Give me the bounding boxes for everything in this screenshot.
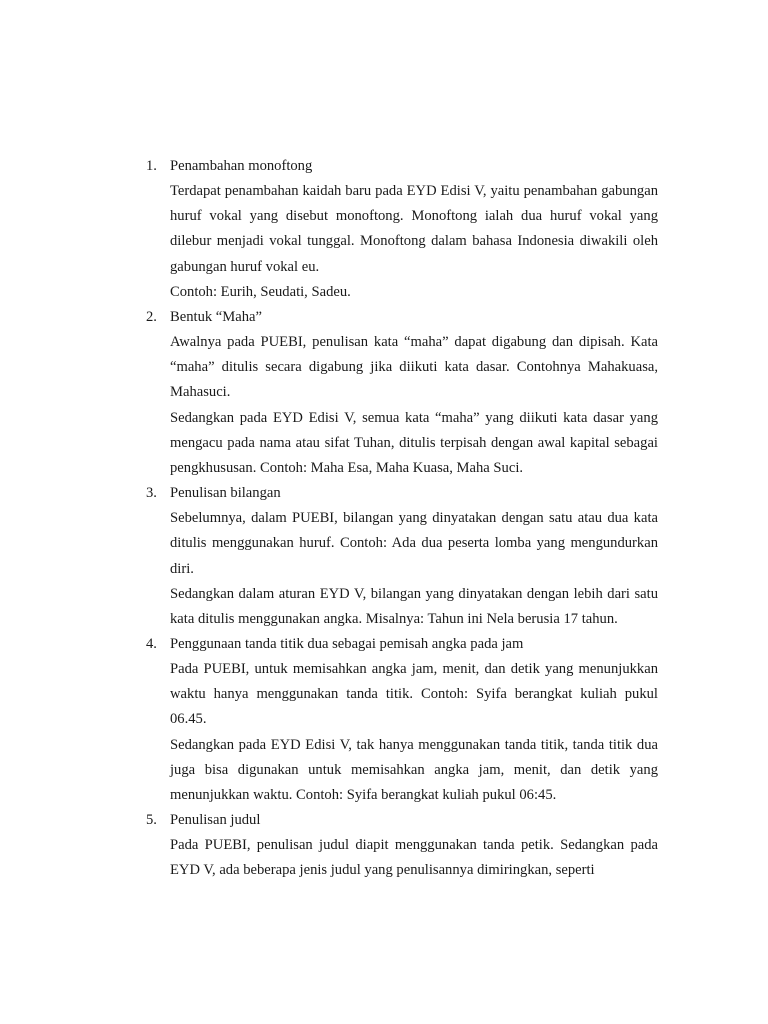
item-paragraph: Terdapat penambahan kaidah baru pada EYD Edisi V, yaitu penambahan gabungan huruf vokal yang disebut monoftong. Monoftong ialah dua huruf vokal yang dilebur menjadi vokal tunggal. Monoftong dalam bahasa Indonesia diwakili oleh gabungan huruf vokal eu. xyxy=(170,183,658,275)
list-number: 5. xyxy=(146,812,157,829)
list-item-judul xyxy=(146,808,658,883)
item-paragraph: Awalnya pada PUEBI, penulisan kata “maha” dapat digabung dan dipisah. Kata “maha” ditulis secara digabung jika diikuti kata dasar. Contohnya Mahakuasa, Mahasuci. xyxy=(170,334,658,401)
item-paragraph: Pada PUEBI, penulisan judul diapit menggunakan tanda petik. Sedangkan pada EYD V, ada beberapa jenis judul yang penulisannya dimiringkan, seperti xyxy=(170,837,658,879)
item-heading: Penambahan monoftong xyxy=(170,158,313,174)
list-item-titik-dua xyxy=(146,632,658,808)
item-heading: Penulisan judul xyxy=(170,812,261,829)
list-number: 3. xyxy=(146,485,157,502)
list-item-maha xyxy=(146,305,658,481)
list-number: 1. xyxy=(146,158,157,174)
list-number: 2. xyxy=(146,308,157,325)
item-heading: Penulisan bilangan xyxy=(170,485,281,502)
list-item-monoftong xyxy=(146,154,658,305)
list-item-bilangan xyxy=(146,481,658,632)
item-example: Contoh: Eurih, Seudati, Sadeu. xyxy=(170,283,351,300)
item-paragraph: Sedangkan dalam aturan EYD V, bilangan yang dinyatakan dengan lebih dari satu kata ditulis menggunakan angka. Misalnya: Tahun ini Nela berusia 17 tahun. xyxy=(170,585,658,627)
item-heading: Penggunaan tanda titik dua sebagai pemisah angka pada jam xyxy=(170,635,524,652)
item-paragraph: Sedangkan pada EYD Edisi V, semua kata “maha” yang diikuti kata dasar yang mengacu pada nama atau sifat Tuhan, ditulis terpisah dengan awal kapital sebagai pengkhususan. Contoh: Maha Esa, Maha Kuasa, Maha Suci. xyxy=(170,409,658,476)
list-number: 4. xyxy=(146,635,157,652)
item-paragraph: Pada PUEBI, untuk memisahkan angka jam, menit, dan detik yang menunjukkan waktu hanya menggunakan tanda titik. Contoh: Syifa berangkat kuliah pukul 06.45. xyxy=(170,661,658,728)
item-paragraph: Sedangkan pada EYD Edisi V, tak hanya menggunakan tanda titik, tanda titik dua juga bisa digunakan untuk memisahkan angka jam, menit, dan detik yang menunjukkan waktu. Contoh: Syifa berangkat kuliah pukul 06:45. xyxy=(170,736,658,803)
item-paragraph: Sebelumnya, dalam PUEBI, bilangan yang dinyatakan dengan satu atau dua kata ditulis menggunakan huruf. Contoh: Ada dua peserta lomba yang mengundurkan diri. xyxy=(170,510,658,577)
item-heading: Bentuk “Maha” xyxy=(170,308,262,325)
rules-list xyxy=(146,154,658,884)
